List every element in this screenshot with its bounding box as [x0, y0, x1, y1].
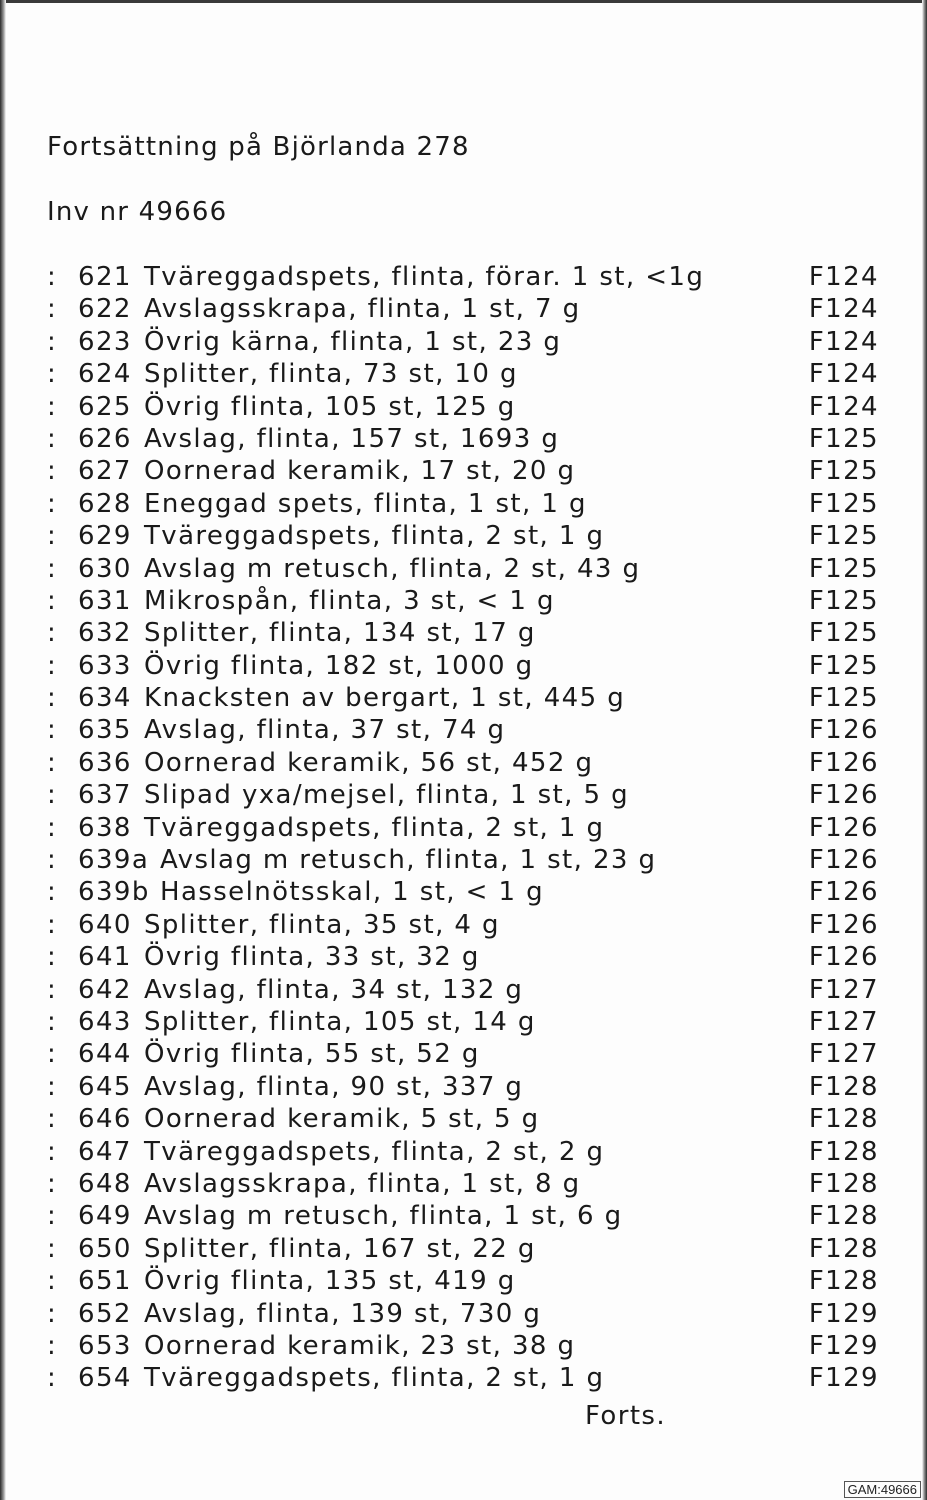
item-code: F125: [808, 585, 879, 616]
item-description: Knacksten av bergart, 1 st, 445 g: [144, 683, 626, 714]
item-number: 630: [78, 553, 132, 584]
item-code: F126: [808, 747, 879, 778]
item-description: Övrig flinta, 55 st, 52 g: [144, 1039, 480, 1070]
row-colon: :: [47, 1168, 58, 1199]
item-number: 632: [78, 618, 132, 649]
item-code: F126: [808, 877, 879, 908]
item-description: Splitter, flinta, 35 st, 4 g: [144, 909, 500, 940]
row-colon: :: [47, 1363, 58, 1394]
row-colon: :: [47, 974, 58, 1005]
list-item: [47, 392, 897, 424]
row-colon: :: [47, 747, 58, 778]
item-code: F125: [808, 456, 879, 487]
list-item: [47, 262, 897, 294]
item-number: 628: [78, 488, 132, 519]
item-number: 652: [78, 1298, 132, 1329]
list-item: [47, 521, 897, 553]
item-description: Hasselnötsskal, 1 st, < 1 g: [160, 877, 544, 908]
row-colon: :: [47, 521, 58, 552]
list-item: [47, 1363, 897, 1395]
item-number: 644: [78, 1039, 132, 1070]
item-number: 624: [78, 359, 132, 390]
list-item: [47, 910, 897, 942]
item-list: [47, 262, 897, 1396]
item-description: Splitter, flinta, 105 st, 14 g: [144, 1006, 536, 1037]
row-colon: :: [47, 1006, 58, 1037]
item-description: Oornerad keramik, 56 st, 452 g: [144, 747, 594, 778]
list-item: [47, 554, 897, 586]
item-code: F124: [808, 326, 879, 357]
archive-stamp: GAM:49666: [844, 1481, 921, 1498]
item-description: Övrig flinta, 182 st, 1000 g: [144, 650, 534, 681]
row-colon: :: [47, 391, 58, 422]
item-number: 649: [78, 1201, 132, 1232]
list-item: [47, 1104, 897, 1136]
row-colon: :: [47, 1104, 58, 1135]
item-number: 642: [78, 974, 132, 1005]
item-description: Splitter, flinta, 73 st, 10 g: [144, 359, 518, 390]
item-code: F125: [808, 423, 879, 454]
row-colon: :: [47, 1039, 58, 1070]
item-code: F124: [808, 359, 879, 390]
item-description: Tväreggadspets, flinta, 2 st, 1 g: [144, 812, 605, 843]
item-code: F125: [808, 488, 879, 519]
card-left-edge: [0, 0, 6, 1500]
item-code: F128: [808, 1201, 879, 1232]
list-item: [47, 618, 897, 650]
list-item: [47, 715, 897, 747]
item-description: Avslag, flinta, 37 st, 74 g: [144, 715, 506, 746]
item-code: F126: [808, 942, 879, 973]
row-colon: :: [47, 942, 58, 973]
list-item: [47, 845, 897, 877]
item-code: F125: [808, 650, 879, 681]
row-colon: :: [47, 618, 58, 649]
list-item: [47, 424, 897, 456]
item-code: F126: [808, 715, 879, 746]
item-description: Splitter, flinta, 134 st, 17 g: [144, 618, 536, 649]
item-code: F125: [808, 521, 879, 552]
item-number: 653: [78, 1330, 132, 1361]
list-item: [47, 1007, 897, 1039]
row-colon: :: [47, 1266, 58, 1297]
item-number: 627: [78, 456, 132, 487]
item-description: Avslagsskrapa, flinta, 1 st, 7 g: [144, 294, 581, 325]
item-number: 625: [78, 391, 132, 422]
item-code: F128: [808, 1266, 879, 1297]
item-description: Oornerad keramik, 23 st, 38 g: [144, 1330, 576, 1361]
row-colon: :: [47, 877, 58, 908]
list-item: [47, 456, 897, 488]
continued-note: Forts.: [585, 1401, 667, 1431]
item-code: F127: [808, 974, 879, 1005]
item-code: F129: [808, 1298, 879, 1329]
item-code: F124: [808, 262, 879, 292]
item-number: 634: [78, 683, 132, 714]
item-number: 651: [78, 1266, 132, 1297]
item-description: Avslag m retusch, flinta, 1 st, 6 g: [144, 1201, 623, 1232]
item-code: F126: [808, 780, 879, 811]
item-number: 646: [78, 1104, 132, 1135]
row-colon: :: [47, 456, 58, 487]
item-description: Tväreggadspets, flinta, förar. 1 st, <1g: [144, 262, 705, 292]
row-colon: :: [47, 1330, 58, 1361]
row-colon: :: [47, 845, 58, 876]
list-item: [47, 586, 897, 618]
row-colon: :: [47, 1298, 58, 1329]
item-description: Övrig flinta, 105 st, 125 g: [144, 391, 516, 422]
list-item: [47, 1266, 897, 1298]
row-colon: :: [47, 683, 58, 714]
list-item: [47, 327, 897, 359]
item-description: Övrig flinta, 135 st, 419 g: [144, 1266, 516, 1297]
row-colon: :: [47, 1233, 58, 1264]
item-number: 626: [78, 423, 132, 454]
item-code: F127: [808, 1039, 879, 1070]
item-description: Avslag m retusch, flinta, 2 st, 43 g: [144, 553, 641, 584]
item-description: Avslag, flinta, 90 st, 337 g: [144, 1071, 524, 1102]
item-description: Slipad yxa/mejsel, flinta, 1 st, 5 g: [144, 780, 629, 811]
row-colon: :: [47, 294, 58, 325]
item-number: 641: [78, 942, 132, 973]
row-colon: :: [47, 1071, 58, 1102]
row-colon: :: [47, 488, 58, 519]
row-colon: :: [47, 585, 58, 616]
item-description: Oornerad keramik, 17 st, 20 g: [144, 456, 576, 487]
item-code: F128: [808, 1104, 879, 1135]
row-colon: :: [47, 715, 58, 746]
list-item: [47, 813, 897, 845]
item-code: F126: [808, 845, 879, 876]
list-item: [47, 877, 897, 909]
row-colon: :: [47, 359, 58, 390]
list-item: [47, 1072, 897, 1104]
list-item: [47, 1331, 897, 1363]
list-item: [47, 683, 897, 715]
item-code: F125: [808, 683, 879, 714]
item-number: 650: [78, 1233, 132, 1264]
item-description: Eneggad spets, flinta, 1 st, 1 g: [144, 488, 587, 519]
inventory-number: Inv nr 49666: [47, 197, 228, 227]
list-item: [47, 1039, 897, 1071]
item-code: F128: [808, 1233, 879, 1264]
item-number: 645: [78, 1071, 132, 1102]
list-item: [47, 748, 897, 780]
item-number: 635: [78, 715, 132, 746]
item-code: F124: [808, 391, 879, 422]
list-item: [47, 1201, 897, 1233]
card-title: Fortsättning på Björlanda 278: [47, 132, 470, 162]
list-item: [47, 651, 897, 683]
list-item: [47, 489, 897, 521]
item-description: Avslag, flinta, 34 st, 132 g: [144, 974, 524, 1005]
item-code: F124: [808, 294, 879, 325]
item-number: 633: [78, 650, 132, 681]
row-colon: :: [47, 1201, 58, 1232]
list-item: [47, 1137, 897, 1169]
list-item: [47, 294, 897, 326]
item-description: Tväreggadspets, flinta, 2 st, 1 g: [144, 1363, 605, 1394]
item-number: 648: [78, 1168, 132, 1199]
item-code: F128: [808, 1168, 879, 1199]
item-description: Oornerad keramik, 5 st, 5 g: [144, 1104, 540, 1135]
item-description: Splitter, flinta, 167 st, 22 g: [144, 1233, 536, 1264]
list-item: [47, 1299, 897, 1331]
item-description: Avslag, flinta, 139 st, 730 g: [144, 1298, 542, 1329]
row-colon: :: [47, 812, 58, 843]
item-code: F128: [808, 1071, 879, 1102]
list-item: [47, 942, 897, 974]
item-number: 639a: [78, 845, 150, 876]
row-colon: :: [47, 909, 58, 940]
list-item: [47, 1234, 897, 1266]
row-colon: :: [47, 326, 58, 357]
item-number: 643: [78, 1006, 132, 1037]
list-item: [47, 780, 897, 812]
item-number: 622: [78, 294, 132, 325]
item-code: F125: [808, 553, 879, 584]
list-item: [47, 1169, 897, 1201]
item-description: Tväreggadspets, flinta, 2 st, 1 g: [144, 521, 605, 552]
item-number: 640: [78, 909, 132, 940]
item-number: 621: [78, 262, 132, 292]
item-code: F129: [808, 1363, 879, 1394]
row-colon: :: [47, 262, 58, 292]
row-colon: :: [47, 1136, 58, 1167]
row-colon: :: [47, 553, 58, 584]
item-number: 654: [78, 1363, 132, 1394]
item-code: F128: [808, 1136, 879, 1167]
item-code: F127: [808, 1006, 879, 1037]
item-description: Tväreggadspets, flinta, 2 st, 2 g: [144, 1136, 605, 1167]
item-description: Avslag m retusch, flinta, 1 st, 23 g: [160, 845, 657, 876]
item-description: Övrig kärna, flinta, 1 st, 23 g: [144, 326, 562, 357]
item-number: 629: [78, 521, 132, 552]
item-number: 639b: [78, 877, 150, 908]
card-right-edge: [922, 0, 927, 1500]
item-number: 623: [78, 326, 132, 357]
item-number: 638: [78, 812, 132, 843]
item-description: Mikrospån, flinta, 3 st, < 1 g: [144, 585, 555, 616]
item-code: F125: [808, 618, 879, 649]
row-colon: :: [47, 423, 58, 454]
item-number: 636: [78, 747, 132, 778]
item-number: 631: [78, 585, 132, 616]
list-item: [47, 975, 897, 1007]
item-number: 647: [78, 1136, 132, 1167]
item-code: F129: [808, 1330, 879, 1361]
list-item: [47, 359, 897, 391]
row-colon: :: [47, 650, 58, 681]
card-top-edge: [0, 0, 927, 3]
item-description: Avslagsskrapa, flinta, 1 st, 8 g: [144, 1168, 581, 1199]
item-code: F126: [808, 909, 879, 940]
item-number: 637: [78, 780, 132, 811]
item-description: Övrig flinta, 33 st, 32 g: [144, 942, 480, 973]
row-colon: :: [47, 780, 58, 811]
item-description: Avslag, flinta, 157 st, 1693 g: [144, 423, 560, 454]
item-code: F126: [808, 812, 879, 843]
